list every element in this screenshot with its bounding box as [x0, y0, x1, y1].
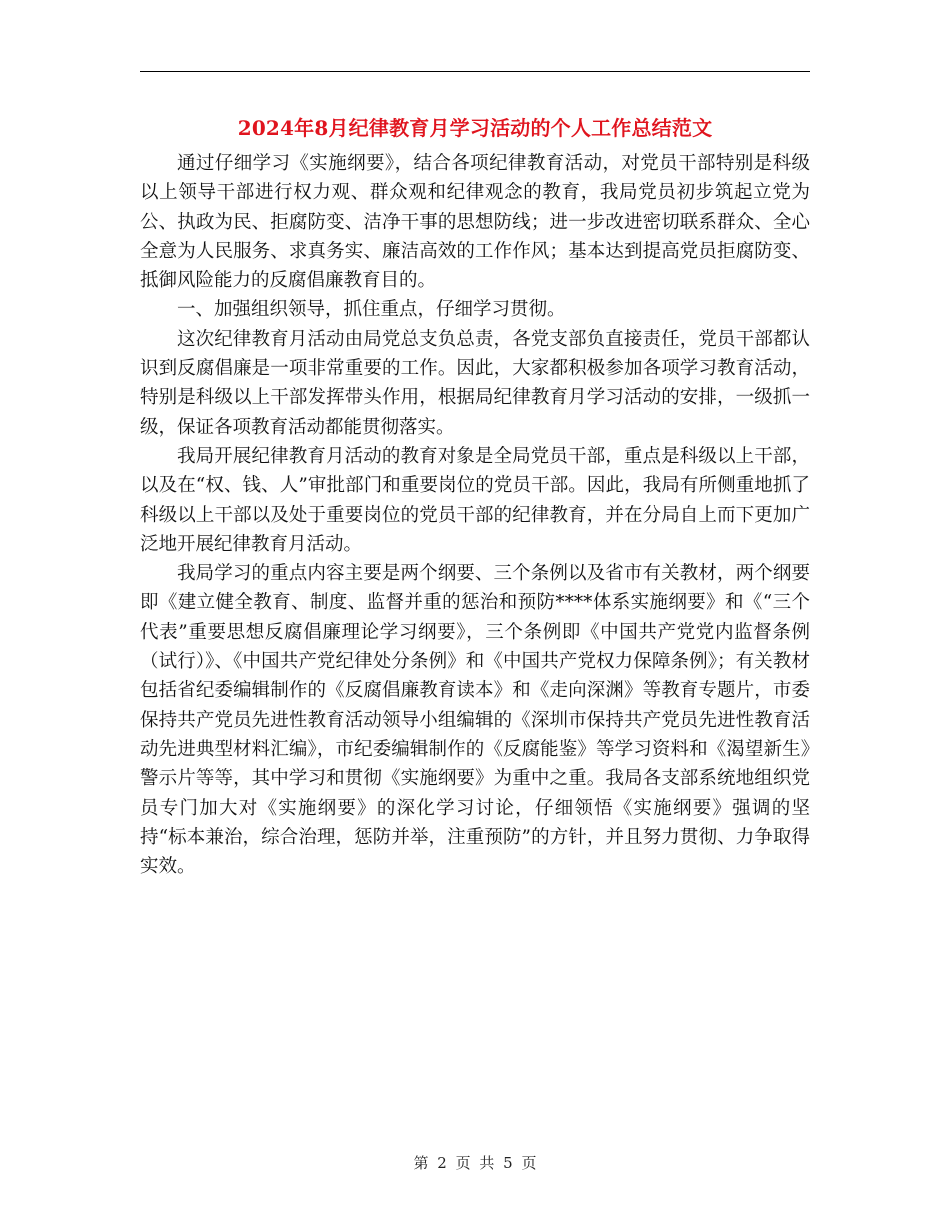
paragraph-study-content: 我局学习的重点内容主要是两个纲要、三个条例以及省市有关教材，两个纲要即《建立健全教育、制度、监督并重的惩治和预防****体系实施纲要》和《“三个代表”重要思想反腐倡廉理论学习纲要》，三个条例即《中国共产党党内监督条例（试行）》、《中国共产党纪律处分条例》和《中国共产党权力保障条例》；有关教材包括省纪委编辑制作的《反腐倡廉教育读本》和《走向深渊》等教育专题片，市委保持共产党员先进性教育活动领导小组编辑的《深圳市保持共产党员先进性教育活动先进典型材料汇编》，市纪委编辑制作的《反腐能鉴》等学习资料和《渴望新生》警示片等等，其中学习和贯彻《实施纲要》为重中之重。我局各支部系统地组织党员专门加大对《实施纲要》的深化学习讨论，仔细领悟《实施纲要》强调的坚持“标本兼治，综合治理，惩防并举，注重预防”的方针，并且努力贯彻、力争取得实效。	[140, 563, 810, 878]
page-number: 第 2 页 共 5 页	[413, 1154, 537, 1172]
header-rule	[140, 71, 810, 72]
section-heading-1: 一、加强组织领导，抓住重点，仔细学习贯彻。	[177, 299, 566, 321]
paragraph-education-targets: 我局开展纪律教育月活动的教育对象是全局党员干部，重点是科级以上干部，以及在“权、钱、人”审批部门和重要岗位的党员干部。因此，我局有所侧重地抓了科级以上干部以及处于重要岗位的党员干部的纪律教育，并在分局自上而下更加广泛地开展纪律教育月活动。	[140, 445, 810, 555]
document-title: 2024年8月纪律教育月学习活动的个人工作总结范文	[237, 116, 713, 140]
paragraph-intro: 通过仔细学习《实施纲要》，结合各项纪律教育活动，对党员干部特别是科级以上领导干部进行权力观、群众观和纪律观念的教育，我局党员初步筑起立党为公、执政为民、拒腐防变、洁净干事的思想防线；进一步改进密切联系群众、全心全意为人民服务、求真务实、廉洁高效的工作作风；基本达到提高党员拒腐防变、抵御风险能力的反腐倡廉教育目的。	[140, 153, 810, 292]
document-body	[140, 149, 810, 881]
paragraph-responsibility: 这次纪律教育月活动由局党总支负总责，各党支部负直接责任，党员干部都认识到反腐倡廉是一项非常重要的工作。因此，大家都积极参加各项学习教育活动，特别是科级以上干部发挥带头作用，根据局纪律教育月学习活动的安排，一级抓一级，保证各项教育活动都能贯彻落实。	[140, 328, 810, 438]
